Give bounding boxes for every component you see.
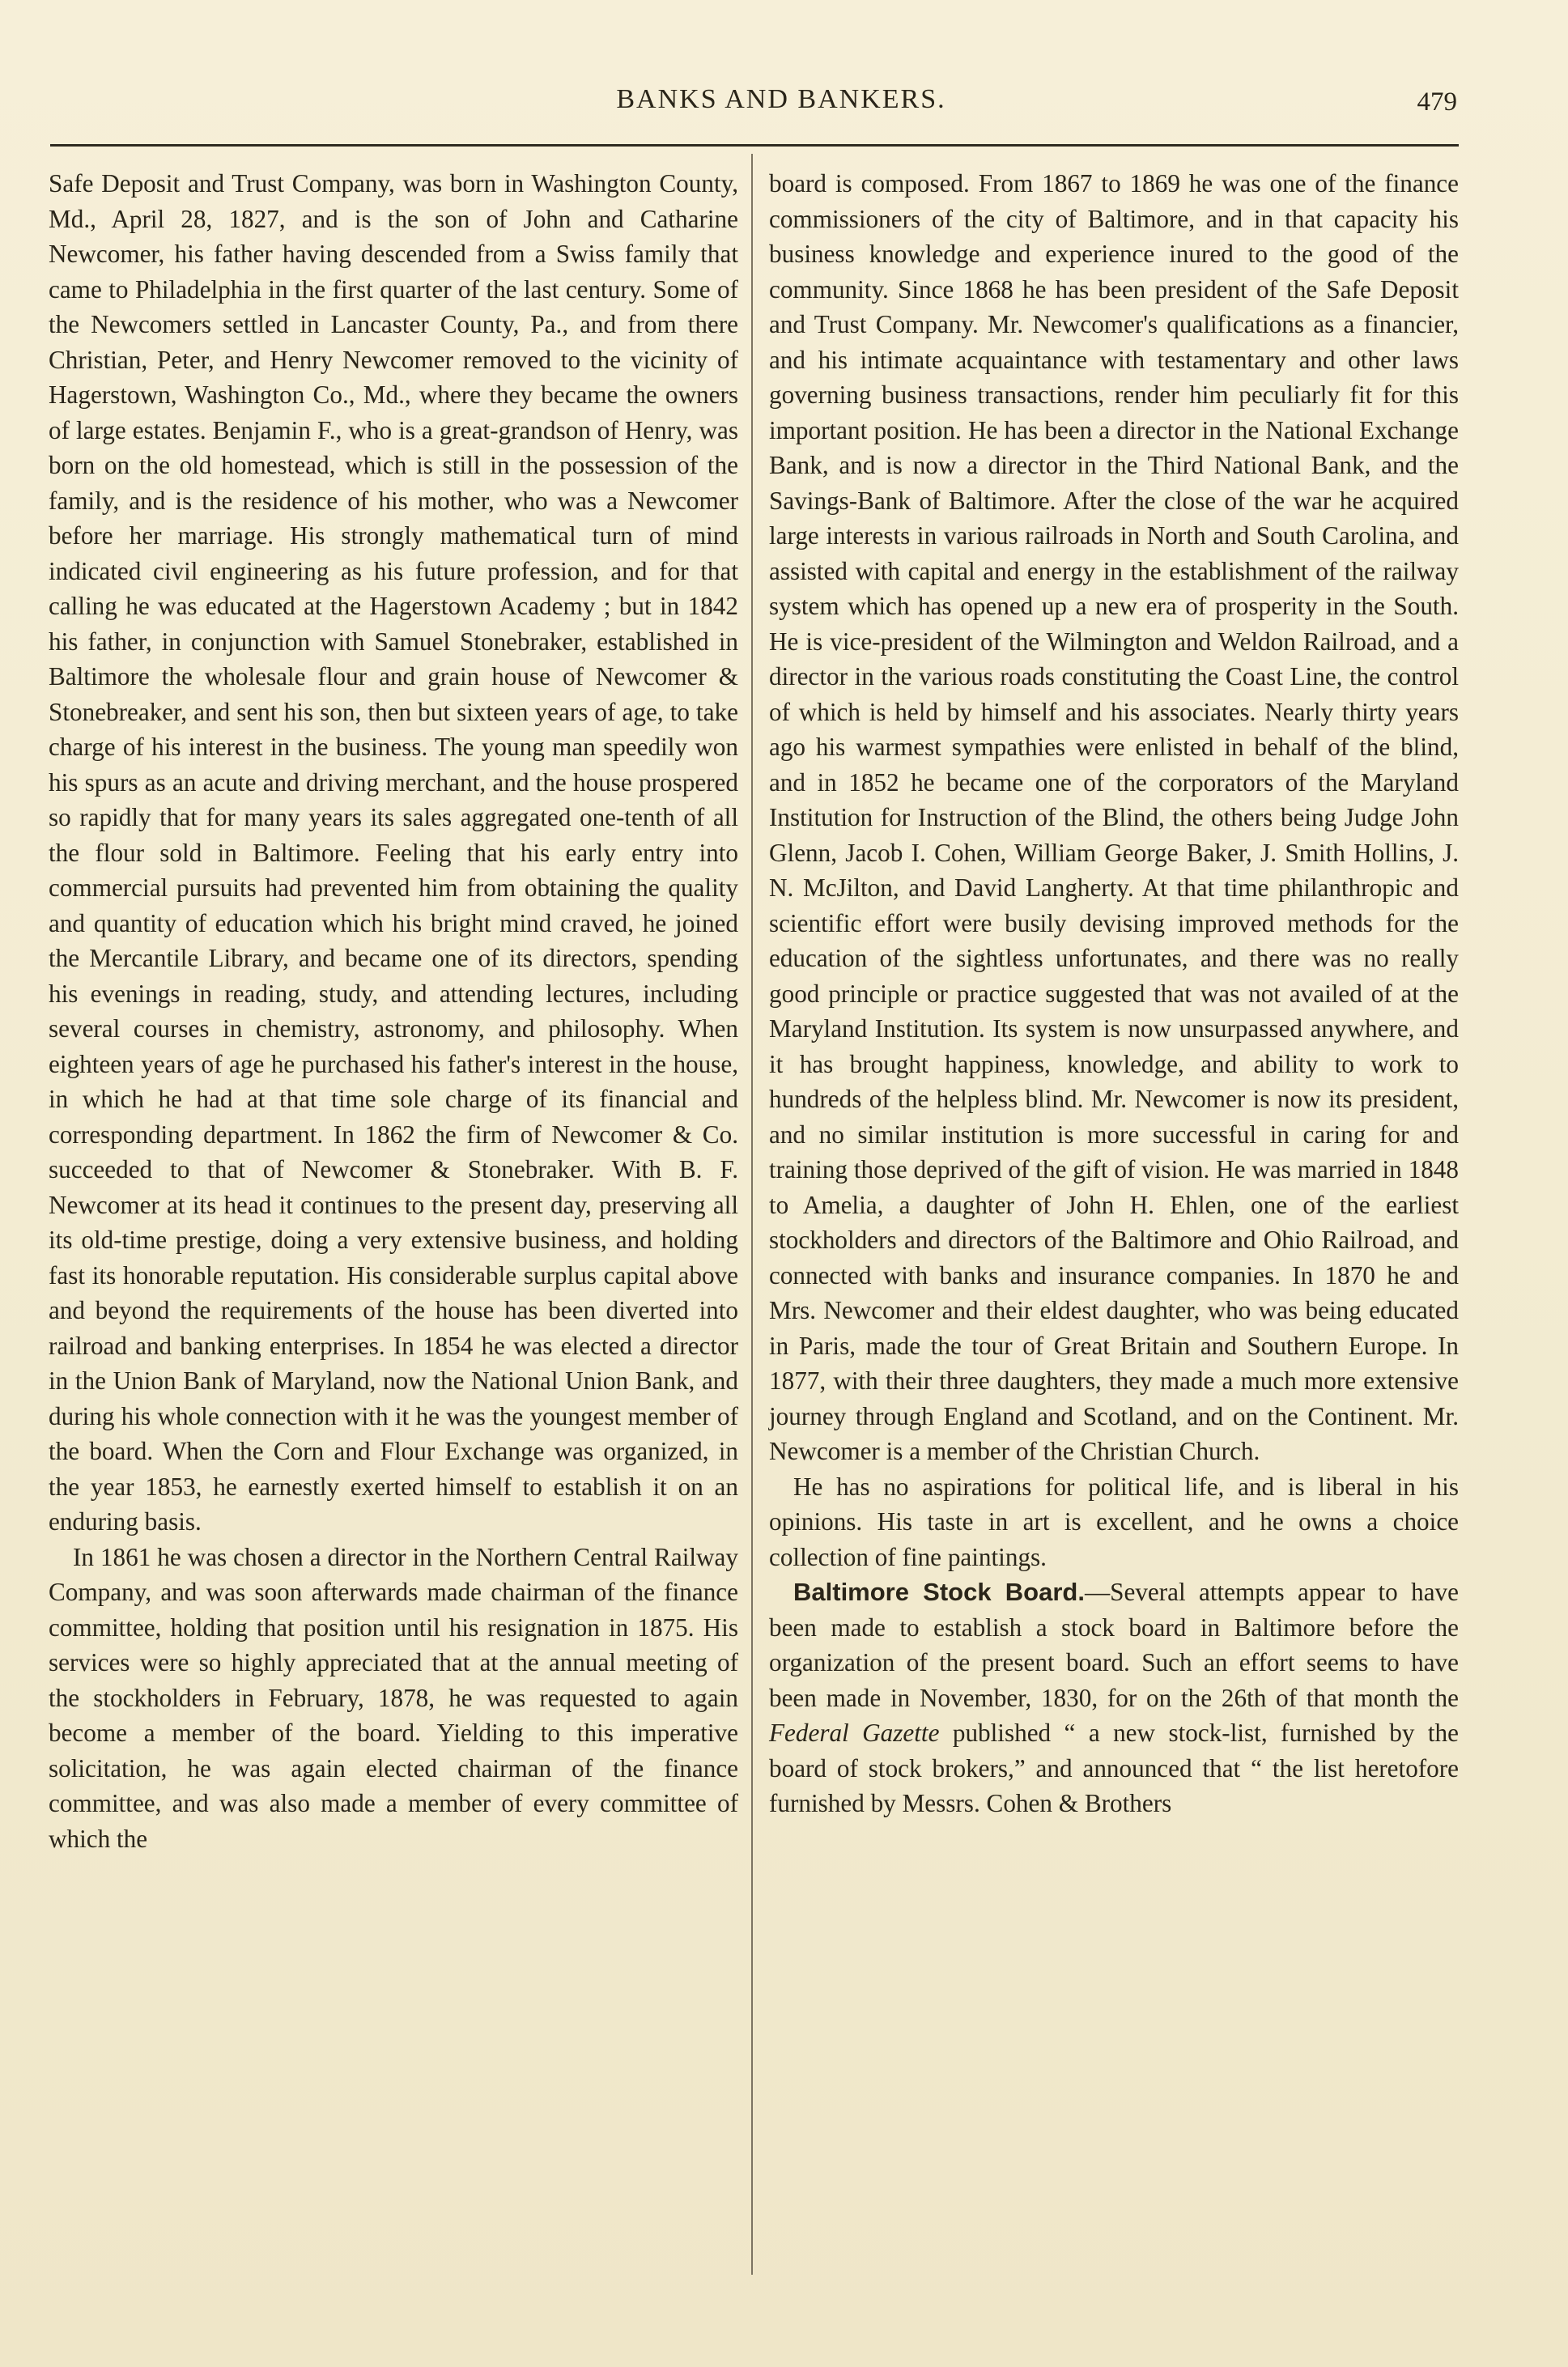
page-number: 479	[1417, 87, 1457, 117]
running-title: BANKS AND BANKERS.	[616, 84, 946, 114]
left-paragraph-1: Safe Deposit and Trust Company, was born in Washington County, Md., April 28, 1827, and is the son of John and Catharine Newcomer, his father having descended from a Swiss family that came to Philadelphia in the first quarter of the last century. Some of the Newcomers settled in Lancaster County, Pa., and from there Christian, Peter, and Henry Newcomer removed to the vicinity of Hagerstown, Washington Co., Md., where they became the owners of large estates. Benjamin F., who is a great-grandson of Henry, was born on the old homestead, which is still in the possession of the family, and is the residence of his mother, who was a Newcomer before her marriage. His strongly mathematical turn of mind indicated civil engineering as his future profession, and for that calling he was educated at the Hagerstown Academy ; but in 1842 his father, in conjunction with Samuel Stonebraker, established in Baltimore the wholesale flour and grain house of Newcomer & Stonebreaker, and sent his son, then but sixteen years of age, to take charge of his interest in the business. The young man speedily won his spurs as an acute and driving merchant, and the house prospered so rapidly that for many years its sales aggregated one-tenth of all the flour sold in Baltimore. Feeling that his early entry into commercial pursuits had prevented him from obtaining the quality and quantity of education which his bright mind craved, he joined the Mercantile Library, and became one of its directors, spending his evenings in reading, study, and attending lectures, including several courses in chemistry, astronomy, and philosophy. When eighteen years of age he purchased his father's interest in the house, in which he had at that time sole charge of its financial and corresponding department. In 1862 the firm of Newcomer & Co. succeeded to that of Newcomer & Stonebraker. With B. F. Newcomer at its head it continues to the present day, preserving all its old-time prestige, doing a very extensive business, and holding fast its honorable reputation. His considerable surplus capital above and beyond the requirements of the house has been diverted into railroad and banking enterprises. In 1854 he was elected a director in the Union Bank of Maryland, now the National Union Bank, and during his whole connection with it he was the youngest member of the board. When the Corn and Flour Exchange was organized, in the year 1853, he earnestly exerted himself to establish it on an enduring basis.	[49, 169, 738, 1536]
newspaper-title: Federal Gazette	[769, 1719, 940, 1747]
header-rule	[50, 144, 1459, 147]
running-header	[49, 84, 1514, 125]
right-paragraph-2: He has no aspirations for political life, and is liberal in his opinions. His taste in art is excellent, and he owns a choice collection of fine paintings.	[769, 1472, 1459, 1571]
left-column	[49, 166, 738, 1856]
right-paragraph-1: board is composed. From 1867 to 1869 he was one of the finance commissioners of the city of Baltimore, and in that capacity his business knowledge and experience inured to the good of the community. Since 1868 he has been president of the Safe Deposit and Trust Company. Mr. Newcomer's qualifications as a financier, and his intimate acquaintance with testamentary and other laws governing business transactions, render him peculiarly fit for this important position. He has been a director in the National Exchange Bank, and is now a director in the Third National Bank, and the Savings-Bank of Baltimore. After the close of the war he acquired large interests in various railroads in North and South Carolina, and assisted with capital and energy in the establishment of the railway system which has opened up a new era of prosperity in the South. He is vice-president of the Wilmington and Weldon Railroad, and a director in the various roads constituting the Coast Line, the control of which is held by himself and his associates. Nearly thirty years ago his warmest sympathies were enlisted in behalf of the blind, and in 1852 he became one of the corporators of the Maryland Institution for Instruction of the Blind, the others being Judge John Glenn, Jacob I. Cohen, William George Baker, J. Smith Hollins, J. N. McJilton, and David Langherty. At that time philanthropic and scientific effort were busily devising improved methods for the education of the sightless unfortunates, and there was no really good principle or practice suggested that was not availed of at the Maryland Institution. Its system is now unsurpassed anywhere, and it has brought happiness, knowledge, and ability to work to hundreds of the helpless blind. Mr. Newcomer is now its president, and no similar institution is more successful in caring for and training those deprived of the gift of vision. He was married in 1848 to Amelia, a daughter of John H. Ehlen, one of the earliest stockholders and directors of the Baltimore and Ohio Railroad, and connected with banks and insurance companies. In 1870 he and Mrs. Newcomer and their eldest daughter, who was being educated in Paris, made the tour of Great Britain and Southern Europe. In 1877, with their three daughters, they made a much more extensive journey through England and Scotland, and on the Continent. Mr. Newcomer is a member of the Christian Church.	[769, 169, 1459, 1465]
right-paragraph-3	[769, 1574, 1459, 1821]
paragraph-text-part-a: —Several attempts appear to have been made to establish a stock board in Baltimore before the organization of the present board. Such an effort seems to have been made in November, 1830, for on the 26th of that month the	[769, 1578, 1459, 1712]
column-divider	[751, 154, 753, 2275]
paragraph-text-part-b: published “ a new stock-list, furnished by the board of stock brokers,” and announced that “ the list heretofore furnished by Messrs. Cohen & Brothers	[769, 1719, 1459, 1817]
right-column	[769, 166, 1459, 1821]
section-heading-baltimore-stock-board: Baltimore Stock Board.	[793, 1578, 1085, 1606]
left-paragraph-2: In 1861 he was chosen a director in the Northern Central Railway Company, and was soon afterwards made chairman of the finance committee, holding that position until his resignation in 1875. His services were so highly appreciated that at the annual meeting of the stockholders in February, 1878, he was requested to again become a member of the board. Yielding to this imperative solicitation, he was again elected chairman of the finance committee, and was also made a member of every committee of which the	[49, 1542, 738, 1853]
